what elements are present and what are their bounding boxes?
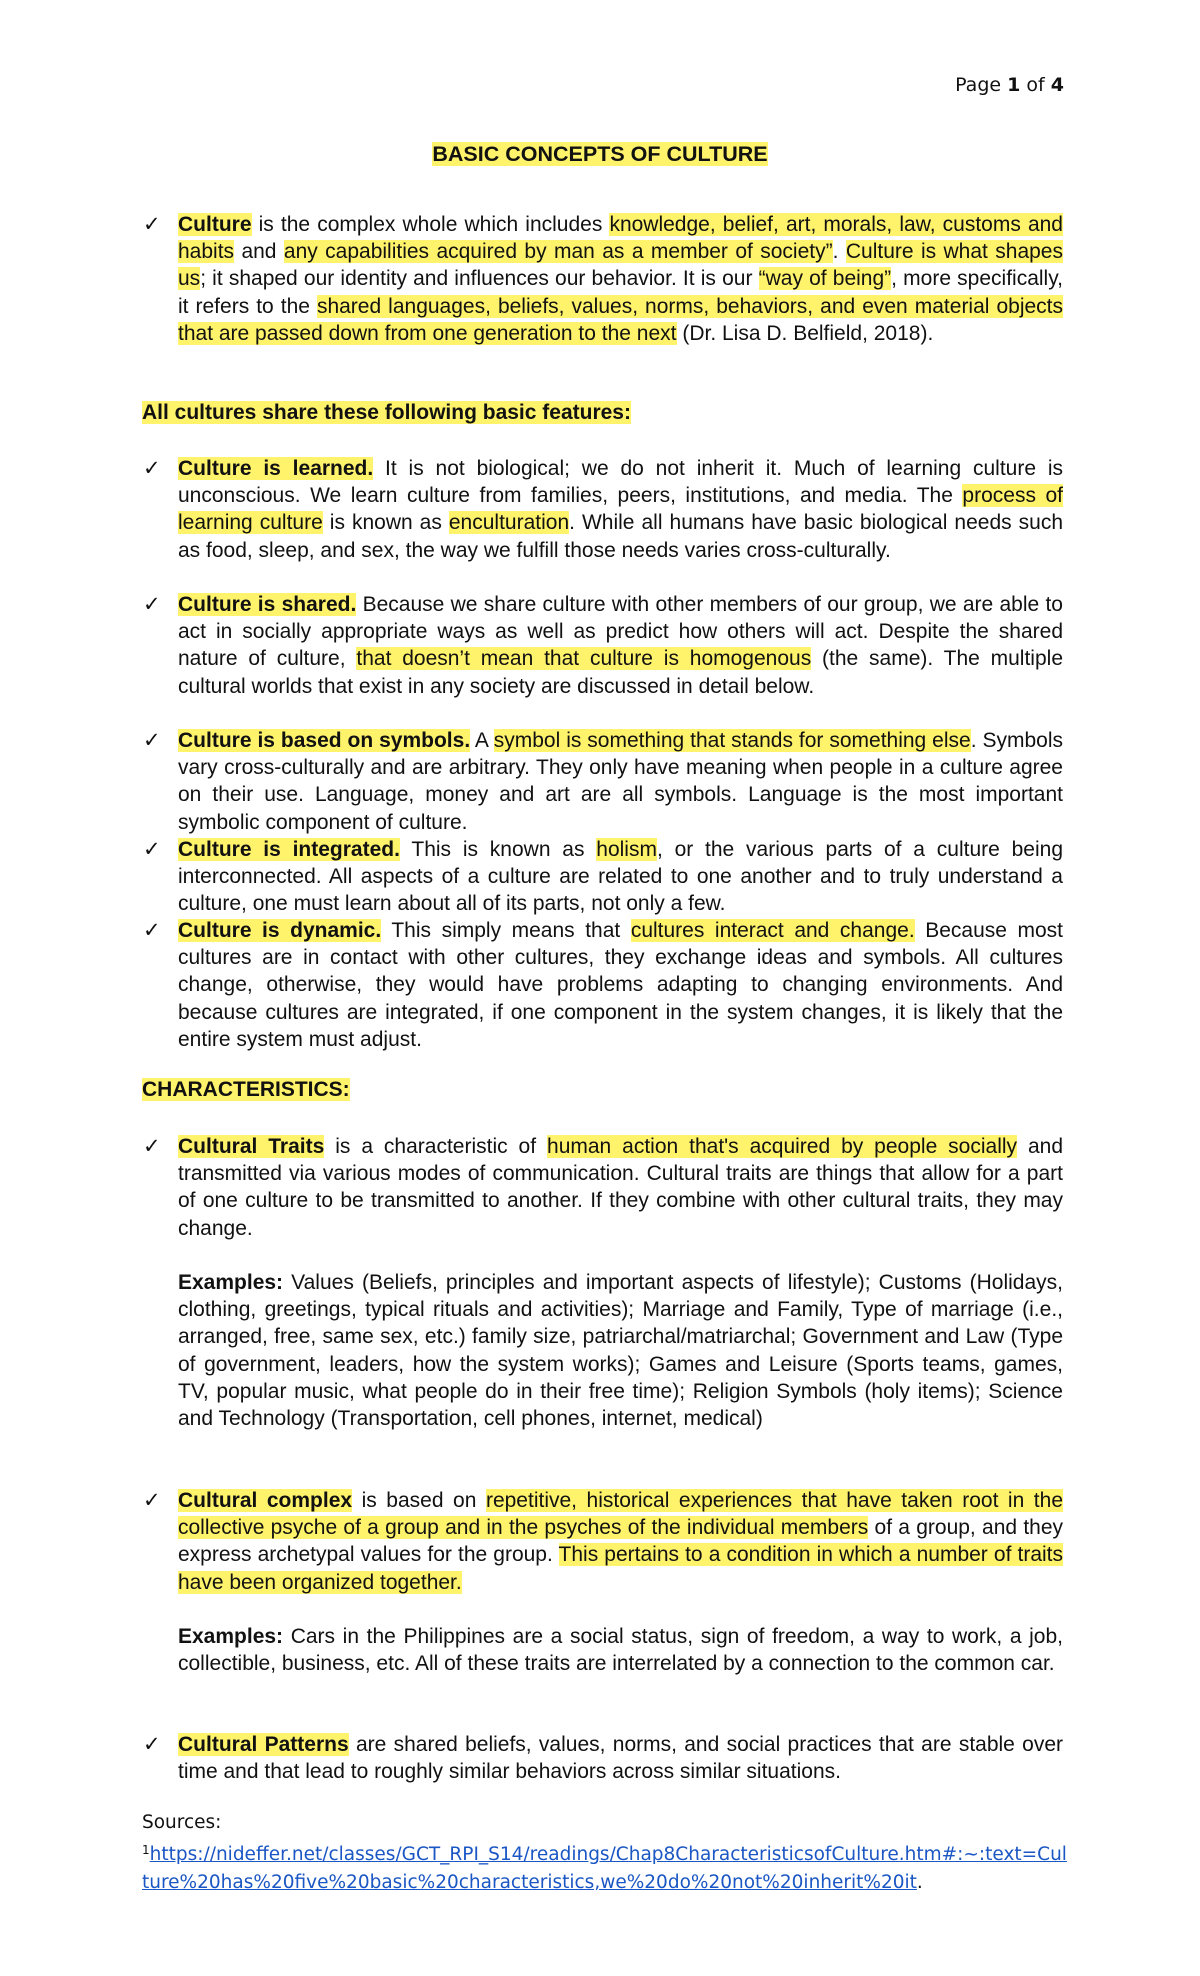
source-link[interactable]: https://nideffer.net/classes/GCT_RPI_S14/readings/Chap8CharacteristicsofCulture.htm#:~:text=Culture%20has%20five%20basic%20characteristics,we%20do%20not%20inherit%20it <box>142 1844 1067 1893</box>
traits-term: Cultural Traits <box>178 1135 325 1158</box>
feature-text: (the same). The multiple cultural worlds that exist in any society are discussed in detail below. <box>178 647 1063 698</box>
complex-text: of a group, and they express archetypal values for the group. <box>178 1516 1064 1567</box>
feature-highlight: process of learning culture <box>178 484 1063 535</box>
feature-term: Culture is integrated. <box>178 838 400 861</box>
document-title-text: BASIC CONCEPTS OF CULTURE <box>432 142 768 166</box>
feature-highlight: that doesn’t mean that culture is homogenous <box>356 647 812 671</box>
complex-text: is based on <box>352 1489 486 1512</box>
page-number-current: 1 <box>1007 74 1021 96</box>
page-number-prefix: Page <box>955 74 1008 96</box>
document-title <box>0 142 1200 167</box>
intro-highlight: any capabilities acquired by man as a member of society” <box>283 240 833 264</box>
feature-highlight: cultures interact and change. <box>630 919 915 942</box>
intro-text: . <box>832 240 846 264</box>
sources-label: Sources: <box>142 1812 222 1833</box>
feature-term: Culture is shared. <box>178 593 357 616</box>
check-mark-icon: ✓ <box>143 1732 161 1756</box>
features-heading <box>142 401 631 425</box>
feature-text: It is not biological; we do not inherit it. Much of learning culture is unconscious. We learn culture from families, peers, institutions, and media. The <box>178 457 1064 508</box>
check-mark-icon: ✓ <box>143 456 161 480</box>
complex-highlight: repetitive, historical experiences that have taken root in the collective psyche of a group and in the psyches of the individual members <box>178 1489 1063 1540</box>
feature-text: Because most cultures are in contact with other cultures, they exchange ideas and symbols. All cultures change, otherwise, they would have problems adapting to changing environments. And because cultures are integrated, if one component in the system changes, it is likely that the entire system must adjust. <box>178 919 1064 1051</box>
patterns-text: are shared beliefs, values, norms, and social practices that are stable over time and that lead to roughly similar behaviors across similar situations. <box>178 1733 1064 1784</box>
footnote-end: . <box>916 1872 923 1893</box>
check-mark-icon: ✓ <box>143 1488 161 1512</box>
feature-text: , or the various parts of a culture being interconnected. All aspects of a culture are related to one another and to truly understand a culture, one must learn about all of its parts, not only a few. <box>178 838 1063 916</box>
intro-text: ; it shaped our identity and influences our behavior. It is our <box>200 267 759 291</box>
intro-highlight: shared languages, beliefs, values, norms, behaviors, and even material objects that are passed down from one generation to the next <box>178 294 1063 345</box>
intro-text: , more specifically, it refers to the <box>178 267 1063 318</box>
feature-text: This is known as <box>399 838 597 861</box>
cultural-complex <box>143 1487 1064 1596</box>
characteristics-heading-text: CHARACTERISTICS: <box>142 1078 350 1101</box>
check-mark-icon: ✓ <box>143 837 161 861</box>
check-mark-icon: ✓ <box>143 592 161 616</box>
patterns-term: Cultural Patterns <box>178 1733 349 1756</box>
footnote <box>142 1836 1072 1897</box>
complex-term: Cultural complex <box>178 1489 353 1512</box>
feature-highlight: holism <box>596 838 657 861</box>
intro-paragraph <box>143 211 1063 347</box>
examples-text: Values (Beliefs, principles and important aspects of lifestyle); Customs (Holidays, clothing, greetings, typical rituals and activities); Marriage and Family, Type of marriage (i.e., arranged, free, same sex, etc.) family size, patriarchal/matriarchal; Government and Law (Type of government, leaders, how the system works); Games and Leisure (Sports teams, games, TV, popular music, what people do in their free time); Religion Symbols (holy items); Science and Technology (Transportation, cell phones, internet, medical) <box>178 1271 1063 1431</box>
features-heading-text: All cultures share these following basic features: <box>142 401 631 424</box>
traits-highlight: human action that's acquired by people socially <box>547 1135 1018 1158</box>
feature-integrated <box>143 836 1063 918</box>
cultural-traits-examples <box>178 1269 1063 1432</box>
page-number <box>955 74 1064 96</box>
characteristics-heading <box>142 1078 350 1102</box>
intro-text: (Dr. Lisa D. Belfield, 2018). <box>676 321 934 345</box>
check-mark-icon: ✓ <box>143 212 161 236</box>
intro-text: and <box>234 240 284 264</box>
check-mark-icon: ✓ <box>143 728 161 752</box>
intro-highlight: “way of being” <box>758 267 892 291</box>
examples-text: Cars in the Philippines are a social status, sign of freedom, a way to work, a job, collectible, business, etc. All of these traits are interrelated by a connection to the common car. <box>178 1625 1063 1676</box>
feature-highlight: symbol is something that stands for something else <box>493 729 971 752</box>
footnote-mark: 1 <box>142 1843 150 1857</box>
feature-symbols <box>143 727 1064 836</box>
intro-text: is the complex whole which includes <box>251 213 610 236</box>
feature-term: Culture is dynamic. <box>178 919 382 942</box>
feature-learned <box>143 455 1064 564</box>
feature-text: . While all humans have basic biological needs such as food, sleep, and sex, the way we fulfill those needs varies cross-culturally. <box>178 511 1063 562</box>
feature-text: This simply means that <box>381 919 631 942</box>
traits-text: is a characteristic of <box>324 1135 548 1158</box>
cultural-traits <box>143 1133 1063 1242</box>
feature-text: Because we share culture with other members of our group, we are able to act in socially appropriate ways as well as predict how others will act. Despite the shared nature of culture, <box>178 593 1063 671</box>
cultural-complex-examples <box>178 1623 1063 1677</box>
check-mark-icon: ✓ <box>143 1134 161 1158</box>
feature-term: Culture is based on symbols. <box>178 729 471 752</box>
feature-text: is known as <box>322 511 449 535</box>
feature-highlight: enculturation <box>448 511 570 535</box>
examples-label: Examples: <box>178 1271 284 1294</box>
page-number-sep: of <box>1020 74 1051 96</box>
feature-dynamic <box>143 917 1064 1053</box>
page-number-total: 4 <box>1050 74 1064 96</box>
feature-term: Culture is learned. <box>178 457 374 480</box>
examples-label: Examples: <box>178 1625 284 1648</box>
feature-text: . Symbols vary cross-culturally and are arbitrary. They only have meaning when people in a culture agree on their use. Language, money and art are all symbols. Language is the most important symbolic component of culture. <box>178 729 1064 834</box>
complex-highlight: This pertains to a condition in which a number of traits have been organized together. <box>178 1543 1063 1594</box>
feature-shared <box>143 591 1063 700</box>
traits-text: and transmitted via various modes of communication. Cultural traits are things that allow for a part of one culture to be transmitted to another. If they combine with other cultural traits, they may change. <box>178 1135 1063 1240</box>
check-mark-icon: ✓ <box>143 918 161 942</box>
intro-term: Culture <box>178 213 252 236</box>
cultural-patterns <box>143 1731 1064 1785</box>
intro-highlight: Culture is what shapes us <box>178 240 1063 291</box>
intro-highlight: knowledge, belief, art, morals, law, customs and habits <box>178 213 1063 264</box>
feature-text: A <box>470 729 494 752</box>
